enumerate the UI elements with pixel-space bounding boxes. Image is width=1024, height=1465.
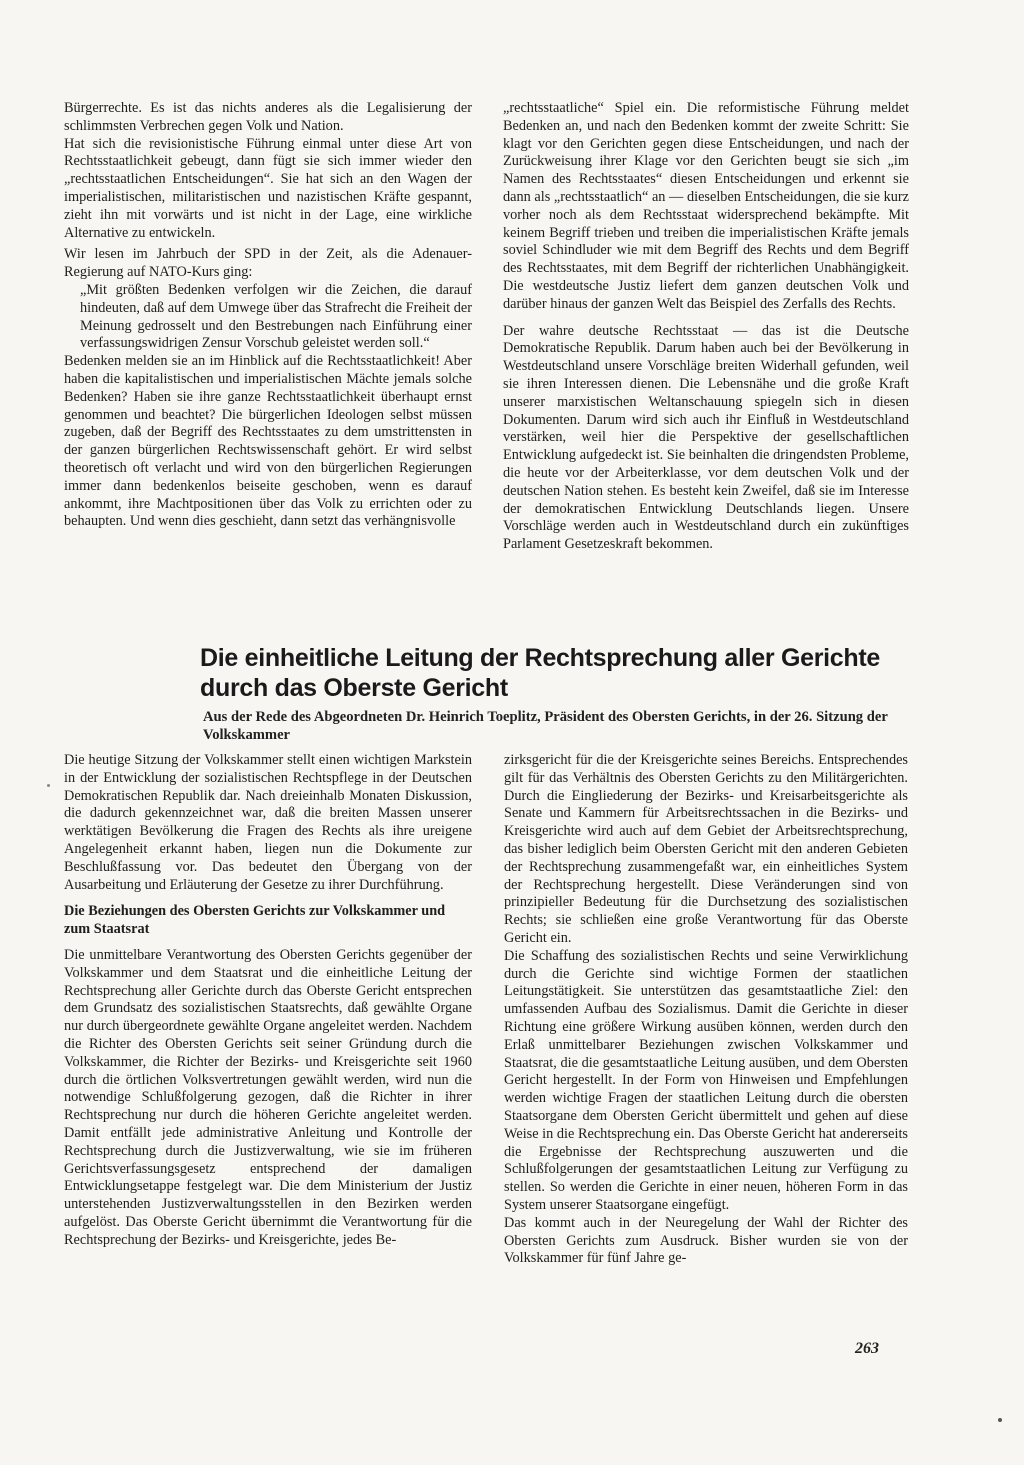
paragraph: zirksgericht für die der Kreisgerichte seines Bereichs. Entsprechendes gilt für das Verhältnis des Obersten Gerichts zu den Militärgerichten. Durch die Eingliederung der Bezirks- und Kreisarbeitsgerichte als Senate und Kammern für Arbeitsrechtssachen in die Bezirks- und Kreisgerichte wird auch auf dem Gebiet der Arbeitsrechtsprechung, das bisher lediglich beim Obersten Gericht mit den anderen Gebieten der Rechtsprechung zusammengefaßt war, ein einheitliches System der Rechtsprechung hergestellt. Diese Veränderungen sind von prinzipieller Bedeutung für die Durchsetzung des sozialistischen Rechts; sie schließen eine große Verantwortung für das Oberste Gericht ein. [504, 752, 908, 946]
paragraph: Das kommt auch in der Neuregelung der Wahl der Richter des Obersten Gerichts zum Ausdruck. Bisher wurden sie von der Volkskammer für fünf Jahre ge- [504, 1214, 908, 1267]
paragraph: Die Schaffung des sozialistischen Rechts und seine Verwirklichung durch die Gerichte sind wichtige Formen der staatlichen Leitungstätigkeit. Sie unterstützen das gesamtstaatliche Ziel: den umfassenden Aufbau des Sozialismus. Damit die Gerichte in dieser Richtung eine größere Wirkung ausüben können, werden durch den Erlaß unmittelbarer Beziehungen zwischen Volkskammer und Staatsrat, die die gesamtstaatliche Leitung ausüben, und dem Obersten Gericht hergestellt. In der Form von Hinweisen und Empfehlungen werden wichtige Fragen der staatlichen Leitung durch die obersten Staatsorgane dem Obersten Gericht übermittelt und gehen auf diese Weise in die Rechtsprechung ein. Das Oberste Gericht hat andererseits die Ergebnisse der Rechtsprechung auszuwerten und die Schlußfolgerungen der gesamtstaatlichen Leitung zur Verfügung zu stellen. So werden die Gerichte in einer neuen, höheren Form in das System unserer Staatsorgane eingefügt. [504, 947, 908, 1213]
article-byline: Aus der Rede des Abgeordneten Dr. Heinrich Toeplitz, Präsident des Obersten Gerichts, in der 26. Sitzung der Volkskammer [203, 709, 888, 743]
block-quote: „Mit größten Bedenken verfolgen wir die Zeichen, die darauf hindeuten, daß auf dem Umwege über das Strafrecht die Freiheit der Meinung gedrosselt und den Bestrebungen nach Einführung einer verfassungswidrigen Zensur Vorschub geleistet werden soll.“ [80, 281, 472, 352]
paragraph: Wir lesen im Jahrbuch der SPD in der Zeit, als die Adenauer-Regierung auf NATO-Kurs ging: [64, 246, 472, 281]
paragraph: Die unmittelbare Verantwortung des Obersten Gerichts gegenüber der Volkskammer und dem Staatsrat und die einheitliche Leitung der Rechtsprechung aller Gerichte durch das Oberste Gericht entsprechen dem Grundsatz des sozialistischen Staatsrechts, daß gewählte Organe nur durch übergeordnete gewählte Organe angeleitet werden. Nachdem die Richter des Obersten Gerichts seit seiner Gründung durch die Volkskammer, die Richter der Bezirks- und Kreisgerichte seit 1960 durch die örtlichen Volksvertretungen gewählt werden, wird nun die notwendige Schlußfolgerung gezogen, daß die Richter in ihrer Rechtsprechung nur durch die höheren Gerichte angeleitet werden. Damit entfällt jede administrative Anleitung und Kontrolle der Rechtsprechung durch die Justizverwaltung, wie sie im früheren Gerichtsverfassungsgesetz entsprechend der damaligen Entwicklungsetappe festgelegt war. Die dem Ministerium der Justiz unterstehenden Justizverwaltungsstellen in den Bezirken werden aufgelöst. Das Oberste Gericht übernimmt die Verantwortung für die Rechtsprechung der Bezirks- und Kreisgerichte, jedes Be- [64, 946, 472, 1248]
scan-speck [47, 784, 50, 787]
paragraph: „rechtsstaatliche“ Spiel ein. Die reformistische Führung meldet Bedenken an, und nach den Bedenken kommt der zweite Schritt: Sie klagt vor den Gerichten gegen diese Entscheidungen, und nach der Zurückweisung ihrer Klage vor den Gerichten beugt sie sich „im Namen des Rechtsstaates“ diesen Entscheidungen und erkennt sie dann als „rechtsstaatlich“ an — dieselben Entscheidungen, die sie kurz vorher noch als dem Rechtsstaat widersprechend bekämpfte. Mit keinem Begriff trieben und treiben die imperialistischen Kräfte jemals soviel Schindluder wie mit dem Begriff des Rechts und dem Begriff des Rechtsstaates, mit dem Begriff der richterlichen Unabhängigkeit. Die westdeutsche Justiz liefert dem ganzen deutschen Volk und darüber hinaus der ganzen Welt das Beispiel des Zerfalls des Rechts. [503, 100, 909, 312]
page-number: 263 [855, 1340, 879, 1357]
bottom-left-column [64, 752, 472, 1250]
paragraph: Die heutige Sitzung der Volkskammer stellt einen wichtigen Markstein in der Entwicklung der sozialistischen Rechtspflege in der Deutschen Demokratischen Republik dar. Nach dreieinhalb Monaten Diskussion, die dadurch gekennzeichnet war, daß die breiten Massen unserer werktätigen Bevölkerung die Fragen des Rechts als ihre ureigene Angelegenheit erkannt haben, liegen nun die Dokumente zur Beschlußfassung vor. Das bedeutet den Übergang von der Ausarbeitung und Erläuterung der Gesetze zu ihrer Durchführung. [64, 752, 472, 893]
scan-speck [998, 1418, 1002, 1422]
paragraph: Der wahre deutsche Rechtsstaat — das ist die Deutsche Demokratische Republik. Darum haben auch bei der Bevölkerung in Westdeutschland unsere Vorschläge breiten Widerhall gefunden, weil sie ihren Interessen dienen. Die Lebensnähe und die große Kraft unserer marxistischen Weltanschauung spiegeln sich in diesen Dokumenten. Darum wird sich auch ihr Einfluß in Westdeutschland verstärken, weil hier die Perspektive der gesellschaftlichen Entwicklung aufgedeckt ist. Sie beinhalten die dringendsten Probleme, die heute vor der Arbeiterklasse, vor dem deutschen Volk und der deutschen Nation stehen. Es besteht kein Zweifel, daß sie im Interesse der demokratischen Entwicklung Deutschlands liegen. Unsere Vorschläge werden auch in Westdeutschland durch ein zukünftiges Parlament Gesetzeskraft bekommen. [503, 322, 909, 553]
article-headline: Die einheitliche Leitung der Rechtsprechung aller Gerichte durch das Oberste Gericht [200, 644, 880, 702]
section-subheading: Die Beziehungen des Obersten Gerichts zur Volkskammer und zum Staatsrat [64, 903, 446, 938]
bottom-right-column [504, 752, 908, 1268]
paragraph: Bürgerrechte. Es ist das nichts anderes als die Legalisierung der schlimmsten Verbrechen gegen Volk und Nation. [64, 100, 472, 134]
top-left-column [64, 100, 472, 531]
paragraph: Hat sich die revisionistische Führung einmal unter diese Art von Rechtsstaatlichkeit gebeugt, dann fügt sie sich immer wieder den „rechtsstaatlichen Entscheidungen“. Sie hat sich an den Wagen der imperialistischen, militaristischen und nazistischen Kräfte gespannt, zieht ihn mit vorwärts und ist nicht in der Lage, eine wirkliche Alternative zu entwickeln. [64, 135, 472, 241]
paragraph: Bedenken melden sie an im Hinblick auf die Rechtsstaatlichkeit! Aber haben die kapitalistischen und imperialistischen Mächte jemals solche Bedenken? Haben sie ihre ganze Rechtsstaatlichkeit überhaupt ernst genommen und beachtet? Die bürgerlichen Ideologen selbst müssen zugeben, daß der Begriff des Rechtsstaates zu dem umstrittensten in der ganzen bürgerlichen Rechtswissenschaft gehört. Er wird selbst theoretisch oft verlacht und wird von den bürgerlichen Regierungen immer dann bedenkenlos beiseite geschoben, wenn es darauf ankommt, ihre Machtpositionen über das Volk zu errichten oder zu behaupten. Und wenn dies geschieht, dann setzt das verhängnisvolle [64, 353, 472, 530]
top-right-column [503, 100, 909, 554]
